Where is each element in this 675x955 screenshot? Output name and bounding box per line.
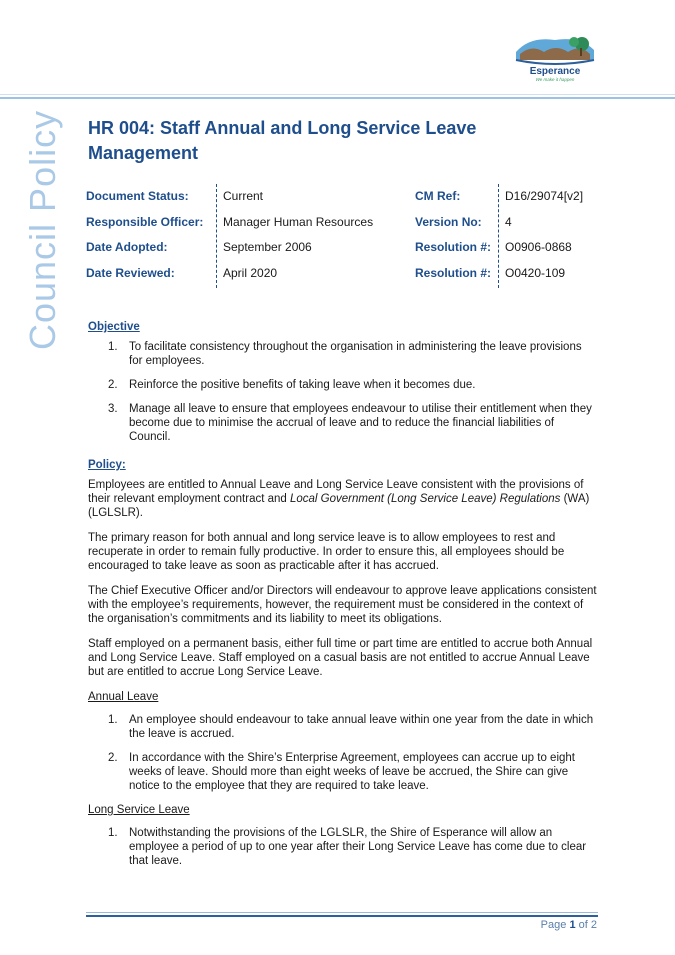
- policy-paragraph: [88, 478, 598, 520]
- meta-value: O0420-109: [505, 265, 566, 280]
- list-text: To facilitate consistency throughout the organisation in administering the leave provisions for employees.: [129, 341, 582, 367]
- meta-key: Resolution #:: [415, 240, 492, 254]
- meta-row: [86, 261, 606, 287]
- meta-value: April 2020: [223, 265, 278, 280]
- list-item: [88, 826, 598, 868]
- meta-value: Current: [223, 189, 264, 203]
- header-rule-thin: [0, 94, 675, 95]
- list-item: [88, 751, 598, 793]
- of-word: of: [578, 919, 588, 931]
- title-line-2: Management: [88, 143, 199, 163]
- footer-rule-thin: [86, 912, 598, 913]
- policy-content: [88, 320, 598, 878]
- list-number: 2.: [108, 379, 118, 391]
- meta-key: CM Ref:: [415, 189, 461, 203]
- list-text: An employee should endeavour to take annual leave within one year from the date in which the leave is accrued.: [129, 714, 594, 740]
- meta-key: Date Reviewed:: [86, 265, 175, 280]
- page-number: [541, 919, 597, 931]
- side-label: Council Policy: [22, 109, 63, 350]
- header-rule-thick: [0, 97, 675, 99]
- page-title: [88, 116, 628, 166]
- logo-wordmark: Esperance: [529, 66, 581, 77]
- document-meta-table: [86, 184, 606, 286]
- meta-value: 4: [505, 214, 512, 229]
- list-item: [88, 713, 598, 741]
- policy-text: (WA) (LGLSLR).: [88, 493, 590, 519]
- annual-leave-heading: Annual Leave: [88, 691, 159, 703]
- title-line-1: HR 004: Staff Annual and Long Service Leave: [88, 118, 477, 138]
- meta-row: [86, 210, 606, 236]
- meta-value: September 2006: [223, 240, 312, 254]
- regulation-title: Local Government (Long Service Leave) Regulations: [290, 493, 561, 505]
- list-number: 1.: [108, 341, 118, 353]
- list-number: 1.: [108, 827, 118, 839]
- objective-list: [88, 340, 598, 444]
- meta-key: Resolution #:: [415, 265, 492, 280]
- meta-key: Date Adopted:: [86, 240, 168, 254]
- list-text: Manage all leave to ensure that employees endeavour to utilise their entitlement when they become due to minimise the accrual of leave and to reduce the financial liabilities of Council.: [129, 403, 592, 443]
- list-item: [88, 378, 598, 392]
- meta-key: Document Status:: [86, 189, 189, 203]
- meta-value: O0906-0868: [505, 240, 572, 254]
- list-number: 3.: [108, 403, 118, 415]
- total-pages: 2: [590, 919, 597, 931]
- list-text: In accordance with the Shire’s Enterprise Agreement, employees can accrue up to eight weeks of leave. Should more than eight weeks of leave be accrued, the Shire can give notice to the employee that they are required to take leave.: [129, 752, 575, 792]
- page-word: Page: [540, 919, 567, 931]
- meta-row: [86, 184, 606, 210]
- meta-value: Manager Human Resources: [223, 214, 374, 229]
- policy-text: Employees are entitled to Annual Leave and Long Service Leave consistent with the provisions of their relevant employment contract and: [88, 479, 584, 505]
- list-number: 1.: [108, 714, 118, 726]
- meta-key: Version No:: [415, 214, 482, 229]
- shire-logo: [510, 30, 600, 82]
- list-item: [88, 340, 598, 368]
- footer-rule-thick: [86, 915, 598, 917]
- policy-heading: Policy:: [88, 459, 126, 471]
- list-item: [88, 402, 598, 444]
- objective-heading: Objective: [88, 321, 140, 333]
- long-service-leave-list: [88, 826, 598, 868]
- policy-paragraph: The Chief Executive Officer and/or Directors will endeavour to approve leave applications consistent with the employee’s requirements, however, the requirement must be considered in the context of the organisation’s commitments and its liability to meet its obligations.: [88, 585, 597, 625]
- annual-leave-list: [88, 713, 598, 793]
- policy-paragraph: The primary reason for both annual and long service leave is to allow employees to rest and recuperate in order to remain fully productive. In order to ensure this, all employees should be encouraged to take leave as soon as practicable after it has accrued.: [88, 532, 565, 572]
- meta-value: D16/29074[v2]: [505, 189, 584, 203]
- long-service-leave-heading: Long Service Leave: [88, 804, 190, 816]
- current-page: 1: [569, 919, 576, 931]
- meta-row: [86, 235, 606, 261]
- list-text: Reinforce the positive benefits of taking leave when it becomes due.: [129, 379, 476, 391]
- logo-tagline: We make it happen: [535, 77, 575, 82]
- list-number: 2.: [108, 752, 118, 764]
- meta-key: Responsible Officer:: [86, 214, 204, 229]
- policy-paragraph: Staff employed on a permanent basis, either full time or part time are entitled to accrue both Annual and Long Service Leave. Staff employed on a casual basis are not entitled to accrue Annual Leave but are entitled to accrue Long Service Leave.: [88, 638, 593, 678]
- list-text: Notwithstanding the provisions of the LGLSLR, the Shire of Esperance will allow an employee a period of up to one year after their Long Service Leave has come due to clear that leave.: [129, 827, 587, 867]
